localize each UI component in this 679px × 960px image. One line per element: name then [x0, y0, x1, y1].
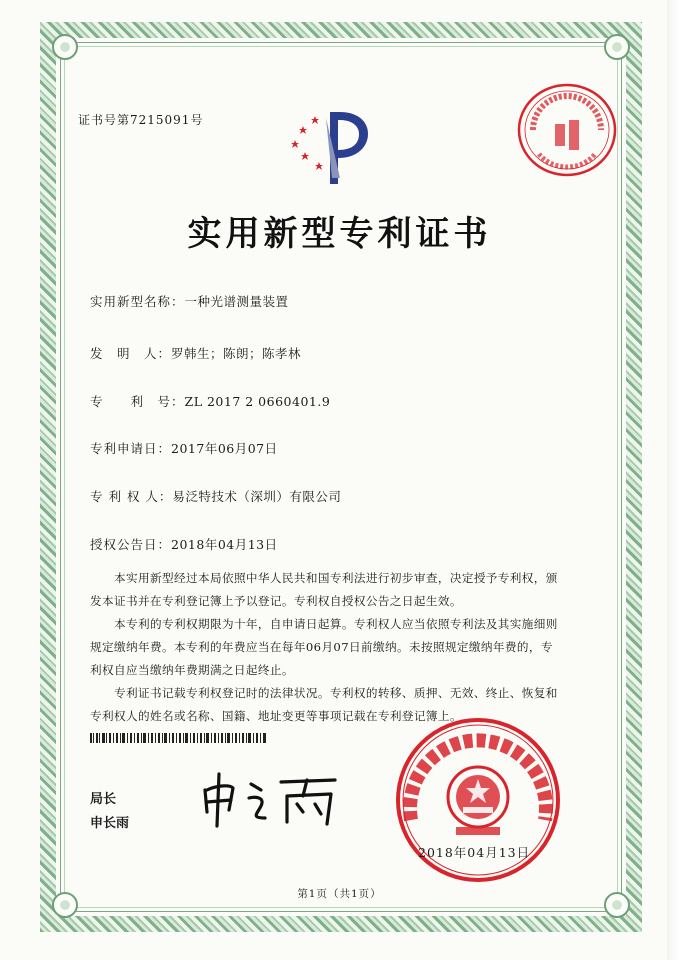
barcode-icon	[90, 733, 266, 743]
field-value: 易泛特技术（深圳）有限公司	[172, 489, 342, 504]
paragraph-line: 专利权人的姓名或名称、国籍、地址变更等事项记载在专利登记簿上。	[90, 709, 462, 723]
certificate-number: 证书号第7215091号	[78, 113, 204, 127]
field-value: 2018年04月13日	[171, 537, 278, 552]
director-title: 局长	[90, 792, 117, 807]
field-value: ZL 2017 2 0660401.9	[184, 394, 331, 409]
field-patent-number	[90, 392, 330, 410]
patent-office-logo-icon	[282, 98, 372, 188]
field-label: 实用新型名称：	[90, 294, 185, 309]
paragraph-line: 本专利的专利权期限为十年，自申请日起算。专利权人应当依照专利法及其实施细则	[114, 617, 558, 631]
certificate-title: 实用新型专利证书	[187, 214, 492, 254]
paragraph-line: 专利证书记载专利权登记时的法律状况。专利权的转移、质押、无效、终止、恢复和	[114, 686, 558, 700]
page-number: 第1页（共1页）	[297, 888, 382, 900]
director-name: 申长雨	[90, 816, 130, 831]
paragraph-line: 本实用新型经过本局依照中华人民共和国专利法进行初步审查，决定授予专利权，颁	[114, 571, 558, 585]
seal-date: 2018年04月13日	[418, 845, 531, 860]
field-inventor	[90, 344, 301, 362]
corner-ornament	[52, 34, 78, 60]
paragraph-line: 利权自应当缴纳年费期满之日起终止。	[90, 663, 294, 677]
field-utility-name	[90, 292, 289, 310]
statement-paragraph-1	[90, 567, 590, 613]
field-grant-date	[90, 535, 278, 553]
field-label: 授权公告日：	[90, 537, 172, 552]
field-label: 专利申请日：	[90, 441, 172, 456]
field-value: 罗韩生；陈朗；陈孝林	[171, 346, 302, 361]
corner-ornament	[604, 34, 630, 60]
field-label: 发 明 人：	[90, 346, 172, 361]
field-patentee	[90, 487, 341, 505]
tax-stamp-seal-icon	[513, 76, 621, 184]
paragraph-line: 发本证书并在专利登记簿上予以登记。专利权自授权公告之日起生效。	[90, 594, 462, 608]
paragraph-line: 规定缴纳年费。本专利的年费应当在每年06月07日前缴纳。未按照规定缴纳年费的，专	[90, 640, 553, 654]
field-label: 专 利 号：	[90, 394, 185, 409]
director-signature-icon	[195, 762, 355, 834]
field-value: 2017年06月07日	[171, 441, 278, 456]
scan-edge	[667, 0, 679, 960]
field-value: 一种光谱测量装置	[184, 294, 289, 309]
field-filing-date	[90, 439, 278, 457]
field-label: 专 利 权 人：	[90, 489, 173, 504]
